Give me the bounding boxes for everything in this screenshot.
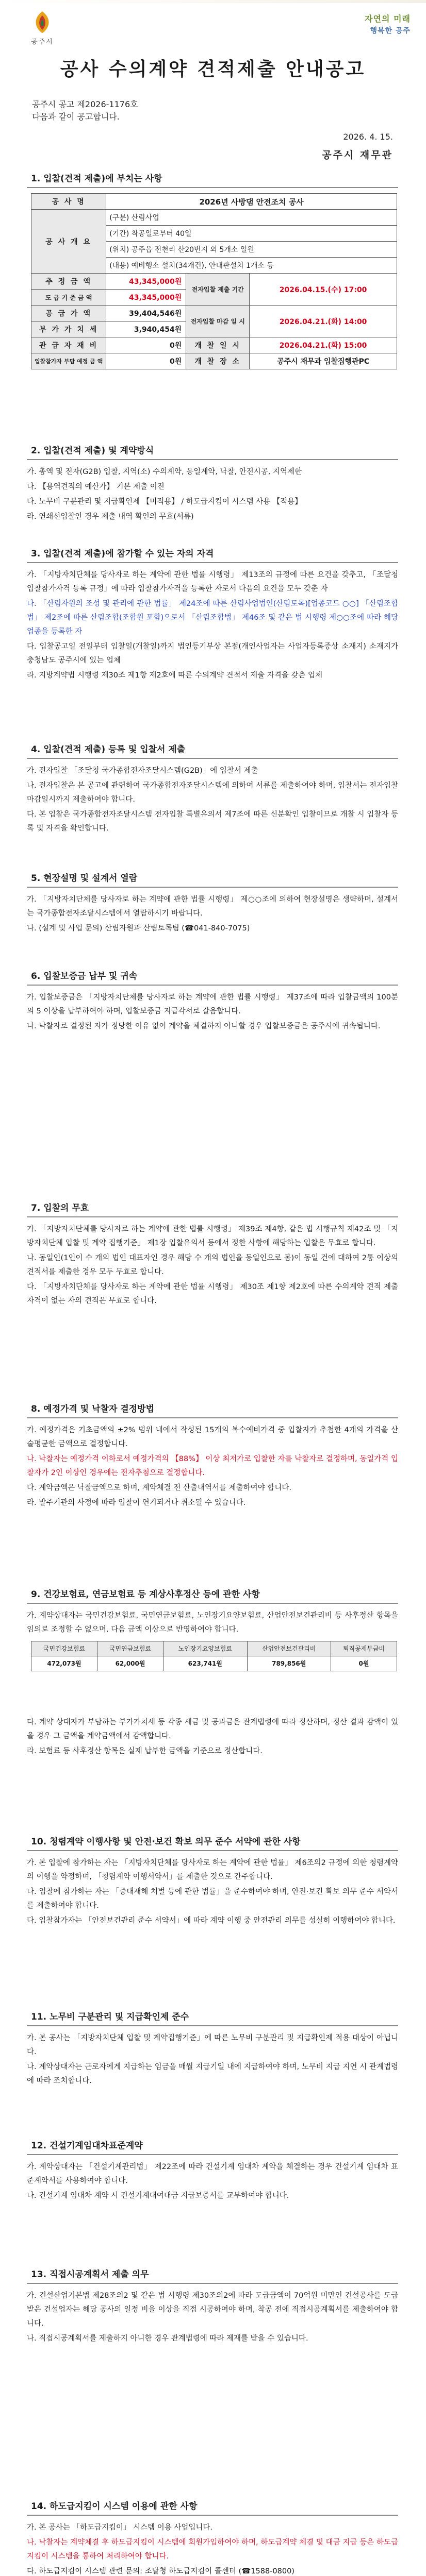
- notice-number: 공주시 공고 제2026-1176호: [32, 99, 138, 109]
- s3-line-1: 가. 「지방자치단체를 당사자로 하는 계약에 관한 법률 시행령」 제13조의 규정에 따른 요건을 갖추고, 「조달청 입찰참가자격 등록 규정」에 따라 입찰참가자격을 등록한 자로서 다음의 요건을 모두 갖춘 자: [27, 571, 398, 593]
- section-1: [27, 171, 398, 369]
- ins-val-5: 0원: [331, 1656, 397, 1671]
- section-12-heading: 12. 건설기계임대차표준계약: [27, 2138, 398, 2155]
- overview-2: (기간) 착공일로부터 40일: [106, 226, 397, 242]
- notice-intro: 다음과 같이 공고합니다.: [32, 112, 120, 122]
- section-2: [27, 443, 398, 525]
- overview-3: (위치) 공주읍 전천리 산20번지 외 5개소 일원: [106, 242, 397, 258]
- section-6: [27, 969, 398, 1035]
- label-vat: 부 가 가 치 세: [31, 321, 106, 337]
- s8-line-1: 가. 예정가격은 기초금액의 ±2% 범위 내에서 작성된 15개의 복수예비가격 중 입찰자가 추첨한 4개의 가격을 산술평균한 금액으로 결정합니다.: [27, 1426, 398, 1448]
- ins-col-2: 국민연금보험료: [97, 1641, 163, 1656]
- notice-issuer: 공주시 재무관: [322, 149, 393, 161]
- label-deadline: 전자입찰 마감 일 시: [186, 306, 250, 337]
- section-3: [27, 546, 398, 684]
- s4-line-2: 나. 전자입찰은 본 공고에 관련하여 국가종합전자조달시스템에 의하여 서류를 제출하여야 하며, 입찰서는 전자입찰 마감일시까지 제출하여야 합니다.: [27, 781, 398, 804]
- section-5: [27, 871, 398, 937]
- s4-line-1: 가. 전자입찰 「조달청 국가종합전자조달시스템(G2B)」에 입찰서 제출: [27, 767, 258, 775]
- open-datetime: 2026.04.21.(화) 15:00: [250, 337, 397, 353]
- s12-line-1: 가. 계약상대자는 「건설기계관리법」 제22조에 따라 건설기계 임대차 계약을 체결하는 경우 건설기계 임대차 표준계약서를 사용하여야 합니다.: [27, 2163, 398, 2185]
- s6-line-1: 가. 입찰보증금은 「지방자치단체를 당사자로 하는 계약에 관한 법률 시행령」 제37조에 따라 입찰금액의 100분의 5 이상을 납부하여야 하며, 입찰보증금 지급각서로 갈음합니다.: [27, 993, 398, 1015]
- s5-line-1: 가. 「지방자치단체를 당사자로 하는 계약에 관한 법률 시행령」 제○○조에 의하여 현장설명은 생략하며, 설계서는 국가종합전자조달시스템에서 열람하시기 바랍니다.: [27, 895, 398, 918]
- overview-4: (내용) 예비행소 설치(34개건), 안내판설치 1개소 등: [106, 258, 397, 274]
- ins-col-5: 퇴직공제부금비: [331, 1641, 397, 1656]
- section-10: [27, 1834, 398, 1929]
- city-emblem-icon: [32, 10, 53, 34]
- section-9-heading: 9. 건강보험료, 연금보험료 등 계상사후정산 등에 관한 사항: [27, 1587, 398, 1604]
- s6-line-2: 나. 낙찰자로 결정된 자가 정당한 이유 없이 계약을 체결하지 아니할 경우 입찰보증금은 공주시에 귀속됩니다.: [27, 1022, 381, 1030]
- section-4-heading: 4. 입찰(견적 제출) 등록 및 입찰서 제출: [27, 742, 398, 759]
- s10-line-1: 가. 본 입찰에 참가하는 자는 「지방자치단체를 당사자로 하는 계약에 관한 법률」 제6조의2 규정에 의한 청렴계약의 이행을 약정하며, 「청렴계약 이행서약서」를 제출한 것으로 간주합니다.: [27, 1859, 398, 1881]
- supply-amount: 39,404,546원: [106, 306, 186, 321]
- label-est: 추 정 금 액: [31, 274, 106, 290]
- bid-deadline: 2026.04.21.(화) 14:00: [250, 306, 397, 337]
- slogan-line-2: 행복한 공주: [370, 27, 411, 35]
- slogan-line-1: 자연의 미래: [365, 14, 411, 24]
- s2-line-1: 가. 총액 및 전자(G2B) 입찰, 지역(소) 수의계약, 동일계약, 낙찰, 안전시공, 지역제한: [27, 468, 302, 476]
- s13-line-2: 나. 직접시공계획서를 제출하지 아니한 경우 관계법령에 따라 제재를 받을 수 있습니다.: [27, 2334, 308, 2343]
- slogan-logo: [349, 12, 411, 42]
- city-logo-name: 공주시: [31, 38, 54, 46]
- vat-amount: 3,940,454원: [106, 321, 186, 337]
- s9-line-1: 가. 계약상대자는 국민건강보험료, 국민연금보험료, 노인장기요양보험료, 산업안전보건관리비 등 사후정산 항목을 임의로 조정할 수 없으며, 다음 금액 이상으로 반영하여야 합니다.: [27, 1612, 398, 1634]
- s8-line-2: 나. 낙찰자는 예정가격 이하로서 예정가격의 【88%】 이상 최저가로 입찰한 자를 낙찰자로 결정하며, 동일가격 입찰자가 2인 이상인 경우에는 전자추첨으로 결정합니다.: [27, 1454, 398, 1477]
- document-title: 공사 수의계약 견적제출 안내공고: [60, 59, 366, 80]
- section-2-heading: 2. 입찰(견적 제출) 및 계약방식: [27, 443, 398, 460]
- section-14: [27, 2499, 398, 2576]
- label-supply: 공 급 가 액: [31, 306, 106, 321]
- s9-post-line-1: 다. 계약 상대자가 부담하는 부가가치세 등 각종 세금 및 공과금은 관계법령에 따라 정산하며, 정산 결과 감액이 있을 경우 그 금액을 계약금액에서 감액합니다.: [27, 1718, 398, 1740]
- s14-line-1: 가. 본 공사는 「하도급지킴이」 시스템 이용 사업입니다.: [27, 2523, 213, 2532]
- bid-period: 2026.04.15.(수) 17:00: [250, 274, 397, 306]
- project-name: 2026년 사방댐 안전조치 공사: [106, 194, 397, 210]
- insurance-table: [31, 1641, 397, 1671]
- section-10-heading: 10. 청렴계약 이행사항 및 안전·보건 확보 의무 준수 서약에 관한 사항: [27, 1834, 398, 1851]
- s2-line-2: 나. 【용역견적의 예산가】 기본 제출 이전: [27, 482, 165, 491]
- s5-line-2: 나. (설계 및 사업 문의) 산림자원과 산림토목팀 (☎041-840-7075): [27, 924, 250, 933]
- s11-line-2: 나. 계약상대자는 근로자에게 지급하는 임금을 매월 지급기일 내에 지급하여야 하며, 노무비 지급 지연 시 관계법령에 따라 조치합니다.: [27, 2062, 398, 2085]
- section-6-heading: 6. 입찰보증금 납부 및 귀속: [27, 969, 398, 986]
- overview-1: (구분) 산림사업: [106, 210, 397, 226]
- section-12: [27, 2138, 398, 2204]
- s8-line-3: 다. 계약금액은 낙찰금액으로 하며, 계약체결 전 산출내역서를 제출하여야 합니다.: [27, 1483, 291, 1492]
- bid-info-table: [31, 193, 397, 369]
- section-1-heading: 1. 입찰(견적 제출)에 부치는 사항: [27, 171, 398, 188]
- section-4: [27, 742, 398, 837]
- s7-line-2: 나. 동일인(1인이 수 개의 법인 대표자인 경우 해당 수 개의 법인을 동일인으로 봄)이 동일 건에 대하여 2통 이상의 견적서를 제출한 경우 모두 무효로 합니다.: [27, 1253, 398, 1276]
- city-logo: [19, 10, 66, 46]
- top-stripe: [0, 0, 426, 3]
- section-13-heading: 13. 직접시공계획서 제출 의무: [27, 2267, 398, 2284]
- section-5-heading: 5. 현장설명 및 설계서 열람: [27, 871, 398, 888]
- section-11-heading: 11. 노무비 구분관리 및 지급확인제 준수: [27, 2009, 398, 2026]
- label-base: 도 급 기 준 금 액: [31, 290, 106, 306]
- section-14-heading: 14. 하도급지킴이 시스템 이용에 관한 사항: [27, 2499, 398, 2516]
- s8-line-4: 라. 발주기관의 사정에 따라 입찰이 연기되거나 취소될 수 있습니다.: [27, 1498, 246, 1507]
- label-overview: 공 사 개 요: [31, 210, 106, 274]
- section-9-notes: [27, 1716, 398, 1759]
- assist-amount: 0원: [106, 353, 186, 369]
- s14-line-3: 다. 하도급지킴이 시스템 관련 문의: 조달청 하도급지킴이 콜센터 (☎1588-0800): [27, 2567, 294, 2575]
- s11-line-1: 가. 본 공사는 「지방자치단체 입찰 및 계약집행기준」에 따른 노무비 구분관리 및 지급확인제 적용 대상이 아닙니다.: [27, 2034, 398, 2056]
- s13-line-1: 가. 건설산업기본법 제28조의2 및 같은 법 시행령 제30조의2에 따라 도급금액이 70억원 미만인 건설공사를 도급받은 건설업자는 해당 공사의 일정 비율 이상을 직접 시공하여야 하며, 착공 전에 직접시공계획서를 제출하여야 합니다.: [27, 2292, 398, 2328]
- ins-col-3: 노인장기요양보험료: [163, 1641, 247, 1656]
- s14-line-2: 나. 낙찰자는 계약체결 후 하도급지킴이 시스템에 회원가입하여야 하며, 하도급계약 체결 및 대금 지급 등은 하도급지킴이 시스템을 통하여 처리하여야 합니다.: [27, 2538, 398, 2561]
- est-amount: 43,345,000원: [106, 274, 186, 290]
- section-9: [27, 1587, 398, 1671]
- ins-val-3: 623,741원: [163, 1656, 247, 1671]
- gov-amount: 0원: [106, 337, 186, 353]
- ins-col-1: 국민건강보험료: [31, 1641, 97, 1656]
- section-13: [27, 2267, 398, 2347]
- ins-val-1: 472,073원: [31, 1656, 97, 1671]
- s7-line-1: 가. 「지방자치단체를 당사자로 하는 계약에 관한 법률 시행령」 제39조 제4항, 같은 법 시행규칙 제42조 및 「지방자치단체 입찰 및 계약 집행기준」 제1장 입찰유의서 등에서 정한 사항에 해당하는 입찰은 무효로 합니다.: [27, 1225, 398, 1247]
- s9-post-line-2: 라. 보험료 등 사후정산 항목은 실제 납부한 금액을 기준으로 정산합니다.: [27, 1747, 263, 1755]
- section-8: [27, 1401, 398, 1511]
- s3-line-2: 나. 「산림자원의 조성 및 관리에 관한 법률」 제24조에 따른 산림사업법인(산림토목)[업종코드 ○○] 「산림조합법」 제2조에 따른 산림조합(조합원 포함)으로서 「산림조합법」 제46조 및 같은 법 시행령 제○○조에 따라 해당 업종을 등록한 자: [27, 599, 398, 636]
- label-open: 개 찰 일 시: [186, 337, 250, 353]
- s10-line-3: 다. 입찰참가자는 「안전보건관리 준수 서약서」에 따라 계약 이행 중 안전관리 의무를 성실히 이행하여야 합니다.: [27, 1916, 396, 1925]
- s10-line-2: 나. 입찰에 참가하는 자는 「중대재해 처벌 등에 관한 법률」을 준수하여야 하며, 안전·보건 확보 의무 준수 서약서를 제출하여야 합니다.: [27, 1887, 398, 1910]
- s7-line-3: 다. 「지방자치단체를 당사자로 하는 계약에 관한 법률 시행령」 제30조 제1항 제2호에 따른 수의계약 견적 제출 자격이 없는 자의 견적은 무효로 합니다.: [27, 1282, 398, 1305]
- label-place: 개 찰 장 소: [186, 353, 250, 369]
- section-7: [27, 1200, 398, 1309]
- ins-val-2: 62,000원: [97, 1656, 163, 1671]
- label-period: 전자입찰 제출 기간: [186, 274, 250, 306]
- section-7-heading: 7. 입찰의 무효: [27, 1200, 398, 1217]
- ins-col-4: 산업안전보건관리비: [247, 1641, 331, 1656]
- base-amount: 43,345,000원: [106, 290, 186, 306]
- section-8-heading: 8. 예정가격 및 낙찰자 결정방법: [27, 1401, 398, 1418]
- label-assist: 입찰참가자 부담 예정 금 액: [31, 353, 106, 369]
- s3-line-4: 라. 지방계약법 시행령 제30조 제1항 제2호에 따른 수의계약 견적서 제출 자격을 갖춘 업체: [27, 671, 323, 680]
- open-place: 공주시 재무과 입찰집행관PC: [250, 353, 397, 369]
- s12-line-2: 나. 건설기계 임대차 계약 시 건설기계대여대금 지급보증서를 교부하여야 합니다.: [27, 2191, 289, 2200]
- notice-date: 2026. 4. 15.: [343, 132, 393, 142]
- section-3-heading: 3. 입찰(견적 제출)에 참가할 수 있는 자의 자격: [27, 546, 398, 563]
- label-project: 공 사 명: [31, 194, 106, 210]
- label-gov: 관 급 자 재 비: [31, 337, 106, 353]
- s2-line-3: 다. 노무비 구분관리 및 지급확인제 【미적용】 / 하도급지킴이 시스템 사용 【적용】: [27, 497, 302, 506]
- s4-line-3: 다. 본 입찰은 국가종합전자조달시스템 전자입찰 특별유의서 제7조에 따른 신분확인 입찰이므로 개찰 시 입찰자 등록 및 자격을 확인합니다.: [27, 810, 398, 833]
- section-11: [27, 2009, 398, 2089]
- ins-val-4: 789,856원: [247, 1656, 331, 1671]
- s3-line-3: 다. 입찰공고일 전일부터 입찰일(개찰일)까지 법인등기부상 본점(개인사업자는 사업자등록증상 소재지) 소재지가 충청남도 공주시에 있는 업체: [27, 642, 398, 665]
- s2-line-4: 라. 연쇄선입찰인 경우 제출 내역 확인의 무효(서류): [27, 512, 194, 521]
